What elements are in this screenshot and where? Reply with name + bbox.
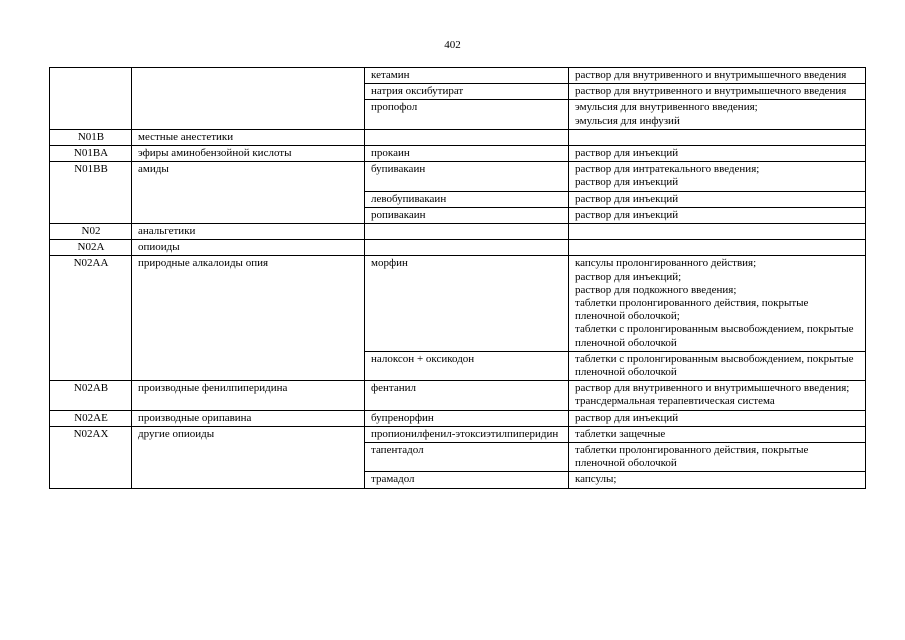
dosage-form-line: раствор для внутривенного и внутримышечного введения — [575, 69, 847, 81]
dosage-form-line: эмульсия для инфузий — [575, 114, 680, 127]
atc-code-cell: N01BB — [50, 162, 132, 224]
dosage-form-line: капсулы; — [575, 473, 617, 486]
atc-code-cell: N02AX — [50, 426, 132, 488]
dosage-form-cell — [569, 207, 866, 223]
group-name-cell: местные анестетики — [132, 129, 365, 145]
group-name-cell — [132, 68, 365, 130]
group-name-cell: амиды — [132, 162, 365, 224]
table-row — [50, 224, 866, 240]
dosage-form-line: таблетки защечные — [575, 427, 666, 440]
dosage-form-cell — [569, 472, 866, 488]
dosage-form-cell — [569, 146, 866, 162]
drug-name-cell: левобупивакаин — [365, 191, 569, 207]
group-name-cell: опиоиды — [132, 240, 365, 256]
drug-name-cell: бупренорфин — [365, 410, 569, 426]
drug-name-cell: налоксон + оксикодон — [365, 351, 569, 380]
dosage-form-cell — [569, 129, 866, 145]
dosage-form-line: раствор для инъекций; — [575, 270, 682, 283]
table-row — [50, 381, 866, 410]
drug-name-cell — [365, 224, 569, 240]
table-row — [50, 146, 866, 162]
dosage-form-line: таблетки с пролонгированным высвобождением, покрытые пленочной оболочкой — [575, 352, 854, 379]
dosage-form-line: трансдермальная терапевтическая система — [575, 395, 775, 408]
dosage-form-cell — [569, 256, 866, 351]
dosage-form-cell — [569, 381, 866, 410]
drug-name-cell: трамадол — [365, 472, 569, 488]
page-number: 402 — [444, 39, 461, 51]
dosage-form-line: таблетки пролонгированного действия, покрытые пленочной оболочкой; — [575, 297, 809, 323]
group-name-cell: природные алкалоиды опия — [132, 256, 365, 381]
dosage-form-line: раствор для внутривенного и внутримышечного введения; — [575, 382, 850, 395]
table-row — [50, 129, 866, 145]
group-name-cell: другие опиоиды — [132, 426, 365, 488]
dosage-form-cell — [569, 224, 866, 240]
atc-code-cell: N02AA — [50, 256, 132, 381]
dosage-form-cell — [569, 443, 866, 472]
table-row — [50, 68, 866, 84]
dosage-form-cell — [569, 410, 866, 426]
table-row — [50, 410, 866, 426]
atc-code-cell: N02 — [50, 224, 132, 240]
group-name-cell: эфиры аминобензойной кислоты — [132, 146, 365, 162]
atc-code-cell — [50, 68, 132, 130]
dosage-form-line: эмульсия для внутривенного введения; — [575, 101, 758, 114]
group-name-cell: производные фенилпиперидина — [132, 381, 365, 410]
dosage-form-cell — [569, 351, 866, 380]
dosage-form-cell — [569, 191, 866, 207]
table-row — [50, 426, 866, 442]
dosage-form-cell — [569, 100, 866, 129]
drug-name-cell: прокаин — [365, 146, 569, 162]
dosage-form-line: раствор для инъекций — [575, 192, 679, 205]
table-row — [50, 240, 866, 256]
dosage-form-line: таблетки пролонгированного действия, покрытые пленочной оболочкой — [575, 444, 809, 470]
dosage-form-cell — [569, 162, 866, 191]
drug-name-cell: ропивакаин — [365, 207, 569, 223]
drug-name-cell: кетамин — [365, 68, 569, 84]
atc-code-cell: N02AB — [50, 381, 132, 410]
dosage-form-line: раствор для инъекций — [575, 176, 679, 189]
drug-name-cell — [365, 240, 569, 256]
group-name-cell: производные орипавина — [132, 410, 365, 426]
drug-name-cell: бупивакаин — [365, 162, 569, 191]
dosage-form-line: раствор для интратекального введения; — [575, 163, 760, 176]
table-row — [50, 256, 866, 351]
dosage-form-cell — [569, 426, 866, 442]
drug-name-cell: морфин — [365, 256, 569, 351]
dosage-form-cell — [569, 240, 866, 256]
dosage-form-line: таблетки с пролонгированным высвобождением, покрытые пленочной оболочкой — [575, 323, 854, 349]
dosage-form-line: капсулы пролонгированного действия; — [575, 257, 757, 270]
table-row — [50, 162, 866, 191]
drug-name-cell: пропофол — [365, 100, 569, 129]
group-name-cell: анальгетики — [132, 224, 365, 240]
drug-name-cell: натрия оксибутират — [365, 84, 569, 100]
dosage-form-cell — [569, 68, 866, 84]
drug-name-cell: пропионилфенил-этоксиэтилпиперидин — [365, 426, 569, 442]
dosage-form-line: раствор для подкожного введения; — [575, 283, 737, 296]
dosage-form-line: раствор для внутривенного и внутримышечного введения — [575, 85, 847, 98]
dosage-form-line: раствор для инъекций — [575, 147, 679, 160]
atc-code-cell: N01B — [50, 129, 132, 145]
atc-code-cell: N02AE — [50, 410, 132, 426]
atc-code-cell: N02A — [50, 240, 132, 256]
drug-name-cell: тапентадол — [365, 443, 569, 472]
dosage-form-line: раствор для инъекций — [575, 208, 679, 221]
dosage-form-line: раствор для инъекций — [575, 411, 679, 424]
drug-name-cell: фентанил — [365, 381, 569, 410]
drug-table — [49, 67, 866, 489]
drug-name-cell — [365, 129, 569, 145]
atc-code-cell: N01BA — [50, 146, 132, 162]
dosage-form-cell — [569, 84, 866, 100]
